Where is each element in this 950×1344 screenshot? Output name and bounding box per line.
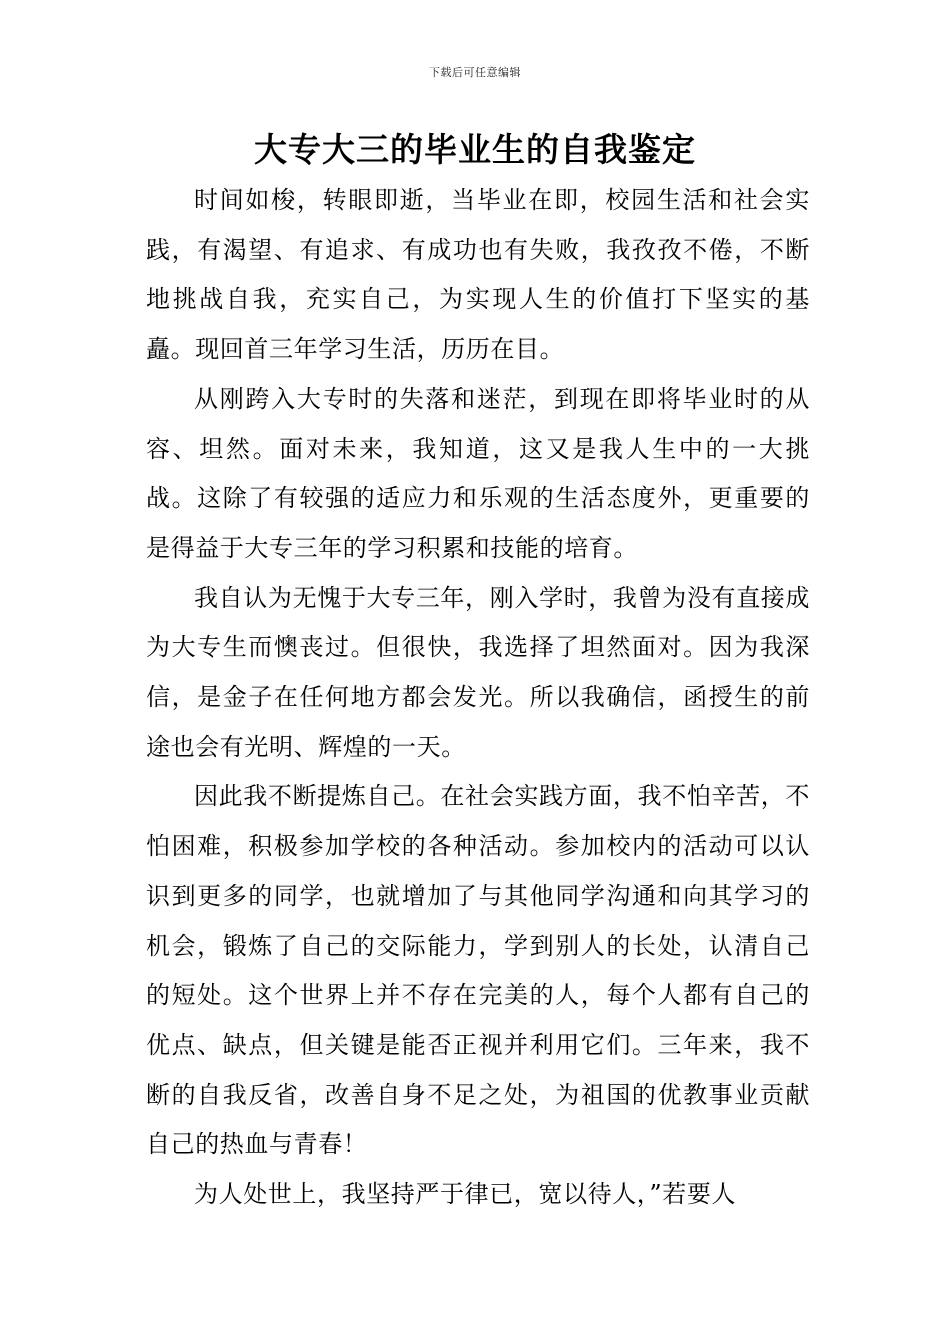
header-note: 下载后可任意编辑 [429,66,521,79]
paragraph-3: 我自认为无愧于大专三年，刚入学时，我曾为没有直接成为大专生而懊丧过。但很快，我选择了坦然面对。因为我深信，是金子在任何地方都会发光。所以我确信，函授生的前途也会有光明、辉煌的一天。 [146,583,810,761]
document-body [146,176,810,1220]
paragraph-4: 因此我不断提炼自己。在社会实践方面，我不怕辛苦，不怕困难，积极参加学校的各种活动。参加校内的活动可以认识到更多的同学，也就增加了与其他同学沟通和向其学习的机会，锻炼了自己的交际能力，学到别人的长处，认清自己的短处。这个世界上并不存在完美的人，每个人都有自己的优点、缺点，但关键是能否正视并利用它们。三年来，我不断的自我反省，改善自身不足之处，为祖国的优教事业贡献自己的热血与青春！ [146,782,810,1159]
paragraph-1: 时间如梭，转眼即逝，当毕业在即，校园生活和社会实践，有渴望、有追求、有成功也有失败，我孜孜不倦，不断地挑战自我，充实自己，为实现人生的价值打下坚实的基矗。现回首三年学习生活，历历在目。 [146,186,810,364]
paragraph-5: 为人处世上，我坚持严于律已，宽以待人，”若要人 [194,1180,737,1209]
document-title: 大专大三的毕业生的自我鉴定 [254,130,696,169]
paragraph-2: 从刚跨入大专时的失落和迷茫，到现在即将毕业时的从容、坦然。面对未来，我知道，这又是我人生中的一大挑战。这除了有较强的适应力和乐观的生活态度外，更重要的是得益于大专三年的学习积累和技能的培育。 [146,384,810,562]
